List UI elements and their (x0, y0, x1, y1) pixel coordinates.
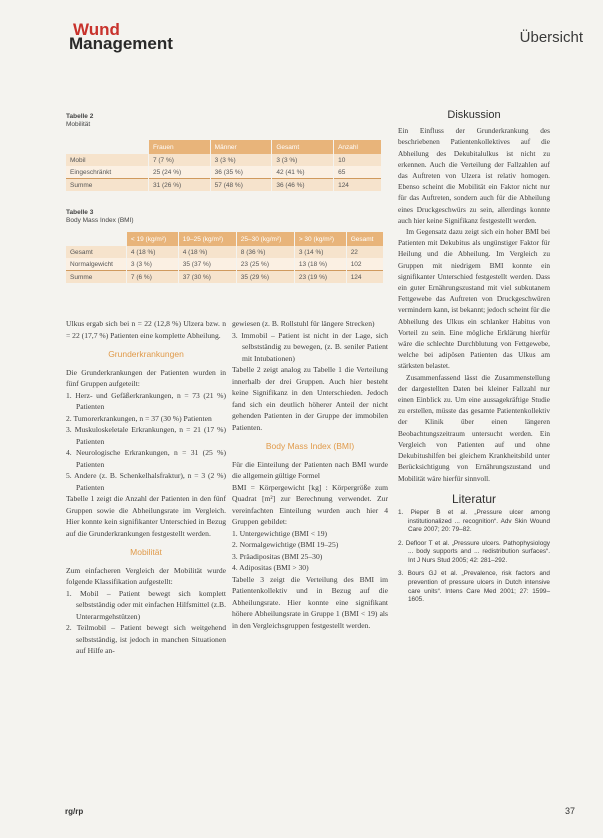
table-cell: 23 (25 %) (236, 258, 294, 271)
paragraph: Ein Einfluss der Grunderkrankung des beschriebenen Patientenkollektives auf die Abheilung des Dekubitalulkus ist nicht zu erkennen. Auch die Verteilung der Fallzahlen auf das Auftreten von Ulzera ist relativ homogen. Ebenso scheint die Mobilität ein Faktor nicht nur für das Auftreten, sondern auch für die Abheilung eines Druckgeschwürs zu sein, allerdings konnte auch hier keine Signifikanz festgestellt werden. (398, 126, 550, 225)
paragraph: Tabelle 1 zeigt die Anzahl der Patienten in den fünf Gruppen sowie die Abheilungsrate im Vergleich. Hier konnte kein signifikanter Unterschied in Bezug auf die Grunderkrankungen festgestellt werden. (66, 494, 226, 538)
table-cell: 3 (3 %) (272, 154, 334, 166)
table-cell: Normalgewicht (66, 258, 126, 271)
table-cell: 25 (24 %) (148, 166, 210, 179)
table-cell: 35 (29 %) (236, 271, 294, 284)
table-cell: 65 (334, 166, 382, 179)
table-cell: 57 (48 %) (210, 179, 272, 192)
reference-list (398, 509, 550, 605)
table-cell: 31 (26 %) (148, 179, 210, 192)
table2-caption-sub: Mobilität (66, 121, 91, 128)
table-cell: 4 (18 %) (178, 246, 236, 258)
table3-caption (66, 209, 134, 225)
table-cell: 102 (346, 258, 383, 271)
table-header-cell: 19–25 (kg/m²) (178, 232, 236, 246)
subheading-mobilitaet: Mobilität (130, 547, 162, 557)
logo-wund: Wund (73, 20, 120, 39)
table-cell: 124 (334, 179, 382, 192)
table-cell: 3 (3 %) (210, 154, 272, 166)
list-mobilitaet (66, 588, 226, 657)
list-item: 2. Tumorerkrankungen, n = 37 (30 %) Patienten (66, 413, 212, 423)
table-cell: 35 (37 %) (178, 258, 236, 271)
list-grunderkrankungen (66, 390, 226, 494)
table-header-cell: Frauen (148, 140, 210, 154)
table-cell: 13 (18 %) (294, 258, 346, 271)
table-header-cell: Anzahl (334, 140, 382, 154)
table-header-cell: < 19 (kg/m²) (126, 232, 178, 246)
paragraph: Die Grunderkrankungen der Patienten wurden in fünf Gruppen aufgeteilt: (66, 367, 226, 388)
table-cell: 36 (35 %) (210, 166, 272, 179)
table-cell: 22 (346, 246, 383, 258)
table-cell: 23 (19 %) (294, 271, 346, 284)
table-header-cell (66, 232, 126, 246)
table-header-cell (66, 140, 148, 154)
table-row (66, 179, 382, 192)
table2 (66, 140, 382, 191)
table-row (66, 154, 382, 166)
table-cell: 3 (14 %) (294, 246, 346, 258)
table-header-row (66, 232, 384, 246)
paragraph: BMI = Körpergewicht [kg] : Körpergröße zum Quadrat [m²] zur Berechnung verwendet. Zur vereinfachten Einteilung wurden auch hier 4 Gruppen gebildet: (232, 482, 388, 526)
table-cell: 8 (36 %) (236, 246, 294, 258)
list-mobilitaet-continued (232, 318, 388, 364)
table-header-cell: Gesamt (346, 232, 383, 246)
table-cell: Mobil (66, 154, 148, 166)
table-cell: 10 (334, 154, 382, 166)
table-cell: 4 (18 %) (126, 246, 178, 258)
table-header-row (66, 140, 382, 154)
list-item: 1. Untergewichtige (BMI < 19) (232, 528, 328, 538)
table-cell: Summe (66, 179, 148, 192)
table-header-cell: > 30 (kg/m²) (294, 232, 346, 246)
subheading-grunderkrankungen: Grunderkrankungen (108, 349, 184, 359)
table-cell: 37 (30 %) (178, 271, 236, 284)
table2-caption (66, 113, 93, 129)
table-row (66, 271, 384, 284)
table-cell: 124 (346, 271, 383, 284)
heading-diskussion: Diskussion (447, 109, 501, 121)
body-column-3 (398, 110, 550, 610)
logo-management: Management (69, 34, 173, 53)
table-header-cell: 25–30 (kg/m²) (236, 232, 294, 246)
table-cell: 7 (7 %) (148, 154, 210, 166)
footer-logo: rg/rp (65, 807, 84, 816)
list-item: gewiesen (z. B. Rollstuhl für längere Strecken) (232, 319, 375, 328)
table-cell: Eingeschränkt (66, 166, 148, 179)
list-item: 3. Immobil – Patient ist nicht in der Lage, sich selbstständig zu bewegen, (z. B. seniler Patient mit Intubationen) (232, 330, 388, 363)
table-cell: 42 (41 %) (272, 166, 334, 179)
table3-caption-sub: Body Mass Index (BMI) (66, 217, 134, 224)
list-item: 4. Neurologische Erkrankungen, n = 31 (25 %) Patienten (66, 448, 226, 469)
table-cell: Summe (66, 271, 126, 284)
table-cell: Gesamt (66, 246, 126, 258)
subheading-bmi: Body Mass Index (BMI) (265, 441, 355, 451)
table-row (66, 246, 384, 258)
reference-item: 3. Bours GJ et al. „Prevalence, risk factors and prevention of pressure ulcers in Dutch intensive care units“. Intens Care Med 2001; 27: 1599–1605. (398, 570, 550, 604)
reference-item: 2. Defloor T et al. „Pressure ulcers. Pathophysiology ... body supports and ... redistribution surfaces“. Int J Nurs Stud 2005; 42: 281–292. (398, 539, 550, 564)
list-item: 1. Mobil – Patient bewegt sich komplett selbstständig oder mit einfachen Hilfsmittel (z.B. Unterarmgehstützen) (66, 588, 226, 621)
list-item: 3. Muskuloskeletale Erkrankungen, n = 21 (17 %) Patienten (66, 425, 226, 446)
table-cell: 36 (46 %) (272, 179, 334, 192)
list-bmi-groups (232, 528, 388, 574)
reference-item: 1. Pieper B et al. „Pressure ulcer among institutionalized ... recognition“. Adv Skin Wound Care 2007; 20: 79–82. (398, 508, 550, 534)
list-item: 3. Präadipositas (BMI 25–30) (232, 551, 323, 561)
table-header-cell: Männer (210, 140, 272, 154)
paragraph: Tabelle 2 zeigt analog zu Tabelle 1 die Verteilung innerhalb der drei Gruppen. Auch hier besteht keine Signifikanz in den Unterschieden. Jedoch fand sich ein deutlich höherer Anteil der nicht gehenden Patienten in der Gruppe der immobilen Patienten. (232, 365, 388, 432)
paragraph: Zusammenfassend lässt die Zusammenstellung der dargestellten Daten bei kleiner Fallzahl nur einen Einblick zu. Um eine aussagekräftige Studie zu erstellen, müsste das gesamte Patientenkollektiv der Klinik über einen längeren Beobachtungszeitraum untersucht werden. Ein Vergleich von Patienten auf und ohne Dekubitushilfen bei gleichem Krankheitsbild unter Berücksichtigung von Ernährungszustand und Mobilität wäre hierfür sinnvoll. (398, 372, 550, 483)
table3 (66, 232, 384, 283)
body-column-2 (232, 318, 388, 631)
table-header-cell: Gesamt (272, 140, 334, 154)
body-column-1 (66, 318, 226, 657)
list-item: 4. Adipositas (BMI > 30) (232, 563, 309, 572)
list-item: 1. Herz- und Gefäßerkrankungen, n = 73 (21 %) Patienten (66, 390, 226, 411)
table-row (66, 166, 382, 179)
table-cell: 3 (3 %) (126, 258, 178, 271)
list-item: 2. Normalgewichtige (BMI 19–25) (232, 540, 339, 549)
paragraph: Für die Einteilung der Patienten nach BMI wurde die allgemein gültige Formel (232, 459, 388, 480)
paragraph: Ulkus ergab sich bei n = 22 (12,8 %) Ulzera bzw. n = 22 (17,7 %) Patienten eine komplette Abheilung. (66, 319, 226, 340)
page-number: 37 (564, 806, 575, 816)
paragraph: Zum einfacheren Vergleich der Mobilität wurde folgende Klassifikation aufgestellt: (66, 565, 226, 586)
table-row (66, 258, 384, 271)
list-item: 5. Andere (z. B. Schenkelhalsfraktur), n = 3 (2 %) Patienten (66, 471, 226, 492)
paragraph: Im Gegensatz dazu zeigt sich ein hoher BMI bei Patienten mit Dekubitus als ungünstiger Faktor für Heilung und die Abheilung. Im Vergleich zu Gruppen mit niedrigem BMI konnte ein signifikanter Unterschied festgestellt werden. Dass ein guter Ernährungszustand mit viel subkutanem Fettgewebe das Auftreten von Druckgeschwüren vermindern kann, ist bekannt; jedoch scheint für die Abheilung des Ulkus ein schlanker Habitus von Vorteil zu sein. Eine mögliche Erklärung hierfür wäre die schlechte Durchblutung von Fettgewebe, welche bei adipösen Patienten das Ulkus am stärksten belastet. (398, 227, 550, 371)
heading-literatur: Literatur (451, 491, 497, 506)
list-item: 2. Teilmobil – Patient bewegt sich weitgehend selbstständig, ist jedoch in manchen Situationen auf Hilfe an- (66, 623, 226, 655)
table2-caption-title: Tabelle 2 (66, 113, 94, 120)
paragraph: Tabelle 3 zeigt die Verteilung des BMI im Patientenkollektiv und in Bezug auf die Abheilungsrate. Hier konnte eine signifikant höhere Abheilungsrate in Gruppe 1 (BMI < 19) als in den Vergleichsgruppen festgestellt werden. (232, 574, 388, 630)
table3-caption-title: Tabelle 3 (66, 209, 94, 216)
section-title: Übersicht (519, 29, 583, 46)
table-cell: 7 (6 %) (126, 271, 178, 284)
